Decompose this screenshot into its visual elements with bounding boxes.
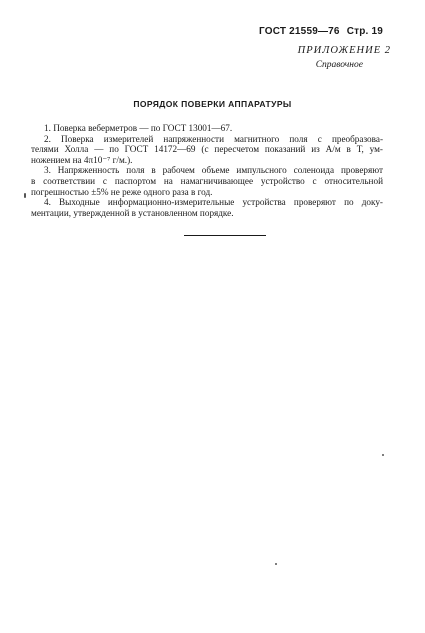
page-header	[259, 26, 383, 37]
paragraph-line: 1. Поверка веберметров — по ГОСТ 13001—67.	[44, 123, 233, 133]
scan-mark	[275, 563, 277, 565]
appendix-note: Справочное	[315, 60, 363, 70]
paragraph-line: телями Холла — по ГОСТ 14172—69 (с пересчетом показаний из А/м в Т, ум-	[31, 144, 383, 155]
appendix-label: ПРИЛОЖЕНИЕ 2	[297, 45, 391, 56]
section-title: ПОРЯДОК ПОВЕРКИ АППАРАТУРЫ	[133, 99, 292, 109]
paragraph-line: в соответствии с паспортом на намагничивающее устройство с относительной	[31, 175, 383, 186]
paragraph-line: 3. Напряженность поля в рабочем объеме импульсного соленоида проверяют	[44, 165, 383, 176]
scan-mark	[24, 193, 26, 198]
paragraph-2	[31, 134, 383, 166]
paragraph-3	[31, 165, 383, 197]
paragraph-line: 2. Поверка измерителей напряженности магнитного поля с преобразова-	[44, 133, 383, 144]
paragraph-line: ножением на 4π10⁻⁷ г/м.).	[31, 154, 133, 165]
page-number: Стр. 19	[346, 26, 383, 37]
paragraph-4	[31, 197, 383, 218]
scan-mark	[382, 454, 384, 456]
paragraph-line: ментации, утвержденной в установленном порядке.	[31, 207, 234, 218]
closing-rule	[184, 235, 266, 236]
standard-number: ГОСТ 21559—76	[258, 26, 340, 37]
paragraph-line: 4. Выходные информационно-измерительные устройства проверяют по доку-	[44, 197, 383, 208]
paragraph-line: погрешностью ±5% не реже одного раза в год.	[31, 186, 213, 197]
body-text	[31, 123, 383, 218]
paragraph-1	[31, 123, 383, 134]
